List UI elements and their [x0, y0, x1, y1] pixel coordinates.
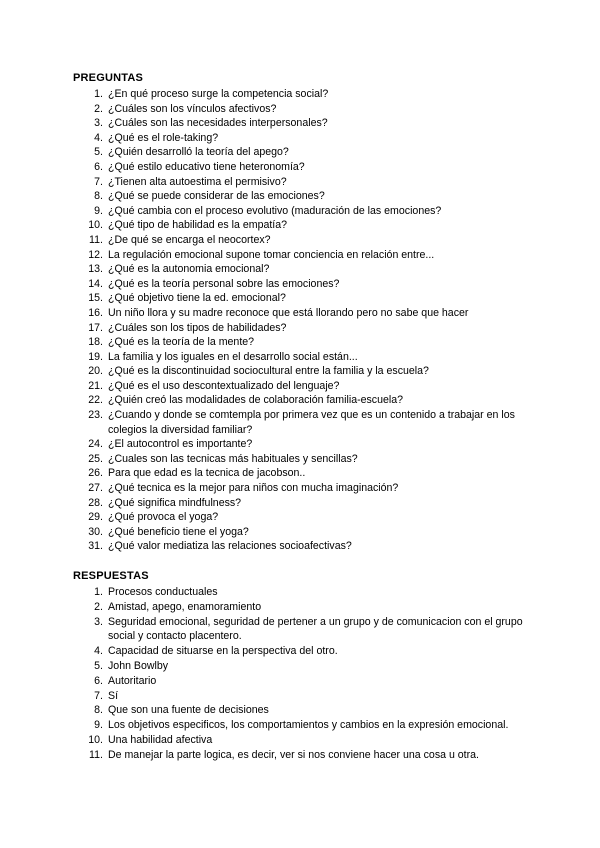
question-item-text: ¿Qué beneficio tiene el yoga?: [108, 525, 249, 538]
question-item-number: 10.: [88, 219, 103, 232]
question-item: [73, 321, 533, 336]
question-item: [73, 102, 533, 117]
question-item-text: ¿Qué tipo de habilidad es la empatía?: [108, 219, 288, 232]
question-item: [73, 393, 533, 408]
question-item: [73, 525, 533, 540]
question-item-number: 1.: [94, 88, 103, 100]
question-item-number: 16.: [88, 306, 103, 319]
answer-item: [73, 659, 533, 674]
question-item-number: 28.: [88, 496, 103, 509]
question-item-number: 2.: [94, 102, 103, 115]
question-item: [73, 131, 533, 146]
answer-item: [73, 644, 533, 659]
question-item-text: ¿Qué cambia con el proceso evolutivo (maduración de las emociones?: [108, 204, 442, 217]
question-item: [73, 262, 533, 277]
question-item-text: ¿Qué estilo educativo tiene heteronomía?: [108, 160, 305, 173]
answer-item: [73, 674, 533, 689]
question-item-number: 14.: [88, 277, 103, 290]
question-item-number: 3.: [94, 117, 103, 130]
question-item-number: 7.: [94, 175, 103, 188]
question-item: [73, 277, 533, 292]
question-item: [73, 466, 533, 481]
question-item-number: 6.: [94, 160, 103, 173]
question-item-text: Para que edad es la tecnica de jacobson..: [108, 467, 306, 480]
question-item-text: ¿Qué es el uso descontextualizado del lenguaje?: [108, 379, 340, 392]
answer-item: [73, 600, 533, 615]
question-item: [73, 204, 533, 219]
question-item-text: ¿Cuales son las tecnicas más habituales y sencillas?: [108, 452, 358, 465]
question-item-text: Un niño llora y su madre reconoce que está llorando pero no sabe que hacer: [108, 306, 469, 319]
question-item-number: 30.: [88, 525, 103, 538]
question-item: [73, 510, 533, 525]
question-item: [73, 481, 533, 496]
answer-item: [73, 718, 533, 733]
answer-item-text: Que son una fuente de decisiones: [108, 704, 269, 717]
answer-item-text: Amistad, apego, enamoramiento: [108, 600, 262, 613]
question-item-text: ¿En qué proceso surge la competencia social?: [108, 88, 329, 100]
answer-item-number: 9.: [94, 719, 103, 732]
question-item-text: ¿Quién creó las modalidades de colaboración familia-escuela?: [108, 394, 404, 407]
question-item-text: La regulación emocional supone tomar conciencia en relación entre...: [108, 248, 435, 261]
question-item-text: ¿El autocontrol es importante?: [108, 438, 253, 451]
answer-item-text: Autoritario: [108, 674, 157, 687]
question-item: [73, 496, 533, 511]
question-item: [73, 335, 533, 350]
question-item: [73, 291, 533, 306]
question-item-number: 18.: [88, 336, 103, 349]
question-item-number: 25.: [88, 452, 103, 465]
answer-item-number: 5.: [94, 659, 103, 672]
question-item-number: 17.: [88, 321, 103, 334]
question-item-number: 29.: [88, 511, 103, 524]
question-item-text: ¿Qué tecnica es la mejor para niños con mucha imaginación?: [108, 482, 399, 495]
question-item-number: 27.: [88, 482, 103, 495]
question-item-text: ¿Qué valor mediatiza las relaciones socioafectivas?: [108, 540, 352, 553]
answer-item-text: Seguridad emocional, seguridad de pertener a un grupo y de comunicacion con el grupo social y contacto placentero.: [108, 615, 523, 643]
question-item: [73, 408, 533, 437]
answer-item: [73, 703, 533, 718]
answer-item: [73, 585, 533, 600]
question-item: [73, 218, 533, 233]
answer-item-text: John Bowlby: [108, 659, 169, 672]
question-item-text: ¿Qué objetivo tiene la ed. emocional?: [108, 292, 286, 305]
question-item-text: ¿Qué es la teoría personal sobre las emociones?: [108, 277, 340, 290]
answer-item-text: Los objetivos especificos, los comportamientos y cambios en la expresión emocional.: [108, 719, 509, 732]
question-item-number: 19.: [88, 350, 103, 363]
question-item: [73, 160, 533, 175]
question-item-number: 8.: [94, 190, 103, 203]
question-item-text: ¿Qué es la teoría de la mente?: [108, 336, 255, 349]
answer-item: [73, 689, 533, 704]
answer-item: [73, 733, 533, 748]
question-item-text: ¿Tienen alta autoestima el permisivo?: [108, 175, 287, 188]
answer-item-number: 3.: [94, 615, 103, 628]
question-item: [73, 306, 533, 321]
question-item: [73, 248, 533, 263]
question-item-number: 22.: [88, 394, 103, 407]
answer-item-text: Capacidad de situarse en la perspectiva del otro.: [108, 645, 338, 658]
answer-item-number: 11.: [89, 748, 103, 761]
answers-heading: RESPUESTAS: [73, 570, 149, 582]
question-item-text: ¿Quién desarrolló la teoría del apego?: [108, 146, 289, 159]
question-item-text: ¿Qué se puede considerar de las emociones?: [108, 190, 325, 203]
answer-item: [73, 748, 533, 763]
answer-item-number: 4.: [94, 645, 103, 658]
answer-item-number: 6.: [94, 674, 103, 687]
question-item: [73, 350, 533, 365]
question-item-text: ¿Qué provoca el yoga?: [108, 511, 219, 524]
answer-item-text: Sí: [108, 689, 119, 702]
question-item-text: La familia y los iguales en el desarrollo social están...: [108, 350, 358, 363]
question-item-number: 13.: [88, 263, 103, 276]
question-item: [73, 437, 533, 452]
question-item-text: ¿De qué se encarga el neocortex?: [108, 233, 271, 246]
answer-item: [73, 615, 533, 645]
question-item-text: ¿Qué es la autonomia emocional?: [108, 263, 270, 276]
answer-item-number: 10.: [88, 733, 103, 746]
answer-item-number: 1.: [94, 586, 103, 598]
question-item-text: ¿Qué es la discontinuidad sociocultural entre la familia y la escuela?: [108, 365, 429, 378]
question-item-text: ¿Qué es el role-taking?: [108, 131, 219, 144]
question-item-number: 26.: [88, 467, 103, 480]
question-item: [73, 379, 533, 394]
answer-item-text: De manejar la parte logica, es decir, ver si nos conviene hacer una cosa u otra.: [108, 748, 479, 761]
questions-list: [73, 87, 533, 554]
question-item-number: 23.: [88, 409, 103, 422]
question-item-text: ¿Qué significa mindfulness?: [108, 496, 242, 509]
question-item-text: ¿Cuáles son los vínculos afectivos?: [108, 102, 277, 115]
question-item-number: 5.: [94, 146, 103, 159]
answer-item-text: Una habilidad afectiva: [108, 733, 213, 746]
question-item: [73, 364, 533, 379]
question-item-number: 20.: [88, 365, 103, 378]
question-item: [73, 452, 533, 467]
question-item-number: 24.: [88, 438, 103, 451]
answer-item-number: 7.: [94, 689, 103, 702]
question-item-number: 9.: [94, 204, 103, 217]
question-item-number: 4.: [94, 131, 103, 144]
question-item-number: 15.: [88, 292, 103, 305]
question-item: [73, 87, 533, 102]
question-item: [73, 145, 533, 160]
questions-heading: PREGUNTAS: [73, 72, 144, 84]
question-item: [73, 175, 533, 190]
question-item: [73, 233, 533, 248]
question-item-text: ¿Cuáles son los tipos de habilidades?: [108, 321, 287, 334]
answer-item-number: 8.: [94, 704, 103, 717]
question-item: [73, 116, 533, 131]
answers-list: [73, 585, 533, 763]
question-item-number: 11.: [89, 233, 103, 246]
question-item-text: ¿Cuando y donde se comtempla por primera vez que es un contenido a trabajar en los colegios la diversidad familiar?: [108, 409, 515, 436]
question-item-number: 12.: [88, 248, 103, 261]
question-item-number: 31.: [88, 540, 103, 553]
question-item: [73, 189, 533, 204]
answer-item-number: 2.: [94, 600, 103, 613]
question-item-number: 21.: [88, 379, 103, 392]
answer-item-text: Procesos conductuales: [108, 586, 218, 598]
question-item-text: ¿Cuáles son las necesidades interpersonales?: [108, 117, 328, 130]
question-item: [73, 539, 533, 554]
